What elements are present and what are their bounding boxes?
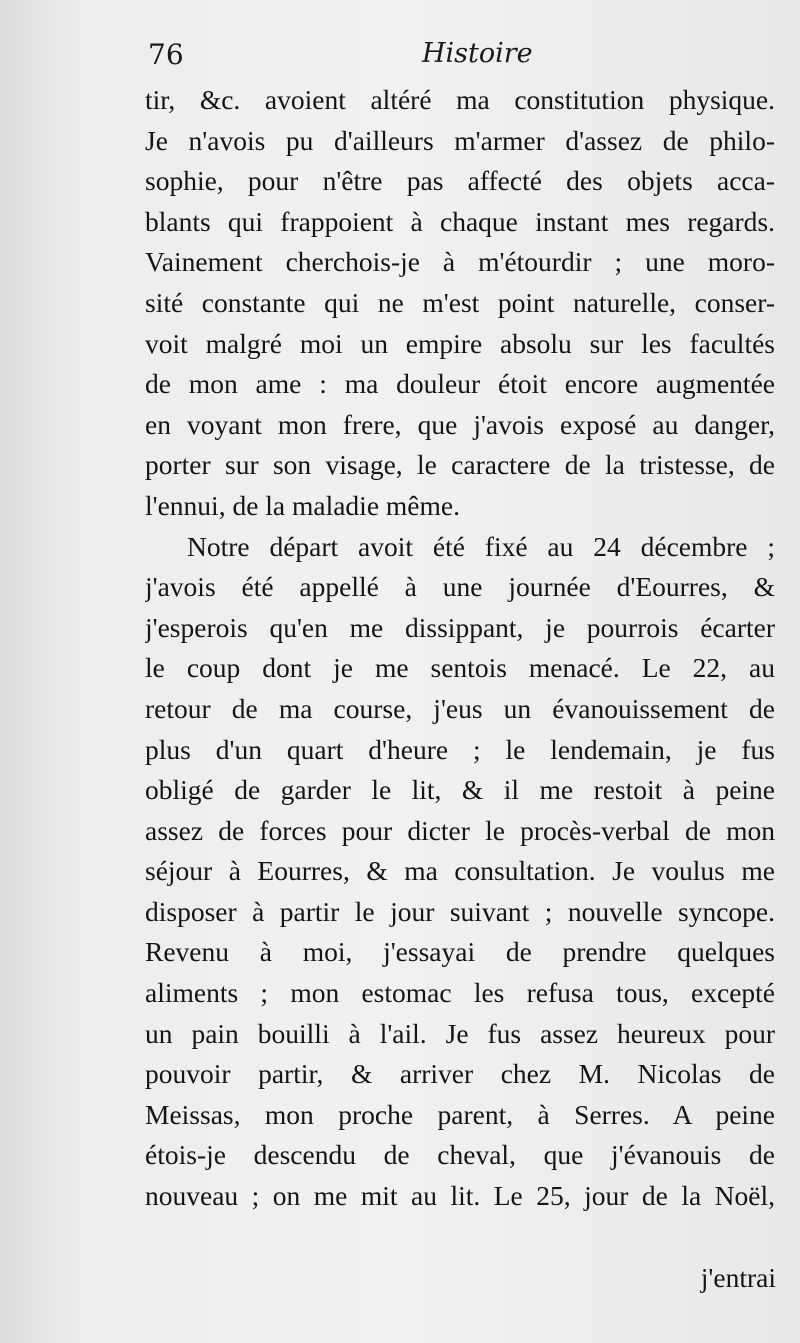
text-line: Meissas, mon proche parent, à Serres. A peine xyxy=(145,1098,775,1130)
text-line: porter sur son visage, le caractere de la tristesse, de xyxy=(145,449,775,481)
text-line: voit malgré moi un empire absolu sur les facultés xyxy=(145,327,775,359)
text-line: le coup dont je me sentois menacé. Le 22, au xyxy=(145,652,775,684)
text-line: Notre départ avoit été fixé au 24 décembre ; xyxy=(187,530,775,562)
text-line: un pain bouilli à l'ail. Je fus assez heureux pour xyxy=(145,1017,775,1049)
text-line: nouveau ; on me mit au lit. Le 25, jour de la Noël, xyxy=(145,1180,775,1212)
text-line: l'ennui, de la maladie même. xyxy=(145,489,460,521)
text-line: retour de ma course, j'eus un évanouissement de xyxy=(145,692,775,724)
text-line: étois-je descendu de cheval, que j'évanouis de xyxy=(145,1139,775,1171)
text-line: obligé de garder le lit, & il me restoit à peine xyxy=(145,774,775,806)
text-line: sophie, pour n'être pas affecté des objets acca- xyxy=(145,165,775,197)
text-line: disposer à partir le jour suivant ; nouvelle syncope. xyxy=(145,895,775,927)
text-line: plus d'un quart d'heure ; le lendemain, je fus xyxy=(145,733,775,765)
text-line: assez de forces pour dicter le procès-verbal de mon xyxy=(145,814,775,846)
text-line: pouvoir partir, & arriver chez M. Nicolas de xyxy=(145,1058,775,1090)
catchword: j'entrai xyxy=(700,1262,776,1293)
text-line: j'esperois qu'en me dissippant, je pourrois écarter xyxy=(145,611,775,643)
running-title: Histoire xyxy=(422,38,533,69)
text-line: blants qui frappoient à chaque instant mes regards. xyxy=(145,205,775,237)
text-line: Revenu à moi, j'essayai de prendre quelques xyxy=(145,936,775,968)
text-line: séjour à Eourres, & ma consultation. Je voulus me xyxy=(145,855,775,887)
page-number: 76 xyxy=(148,38,184,71)
text-line: j'avois été appellé à une journée d'Eourres, & xyxy=(145,571,775,603)
text-line: sité constante qui ne m'est point naturelle, conser- xyxy=(145,286,775,318)
text-line: tir, &c. avoient altéré ma constitution physique. xyxy=(145,84,775,115)
text-line: Je n'avois pu d'ailleurs m'armer d'assez de philo- xyxy=(145,124,775,156)
text-line: en voyant mon frere, que j'avois exposé au danger, xyxy=(145,408,775,440)
body-text xyxy=(145,80,775,1217)
text-line: aliments ; mon estomac les refusa tous, excepté xyxy=(145,977,775,1009)
text-line: de mon ame : ma douleur étoit encore augmentée xyxy=(145,368,775,400)
text-line: Vainement cherchois-je à m'étourdir ; une moro- xyxy=(145,246,775,278)
